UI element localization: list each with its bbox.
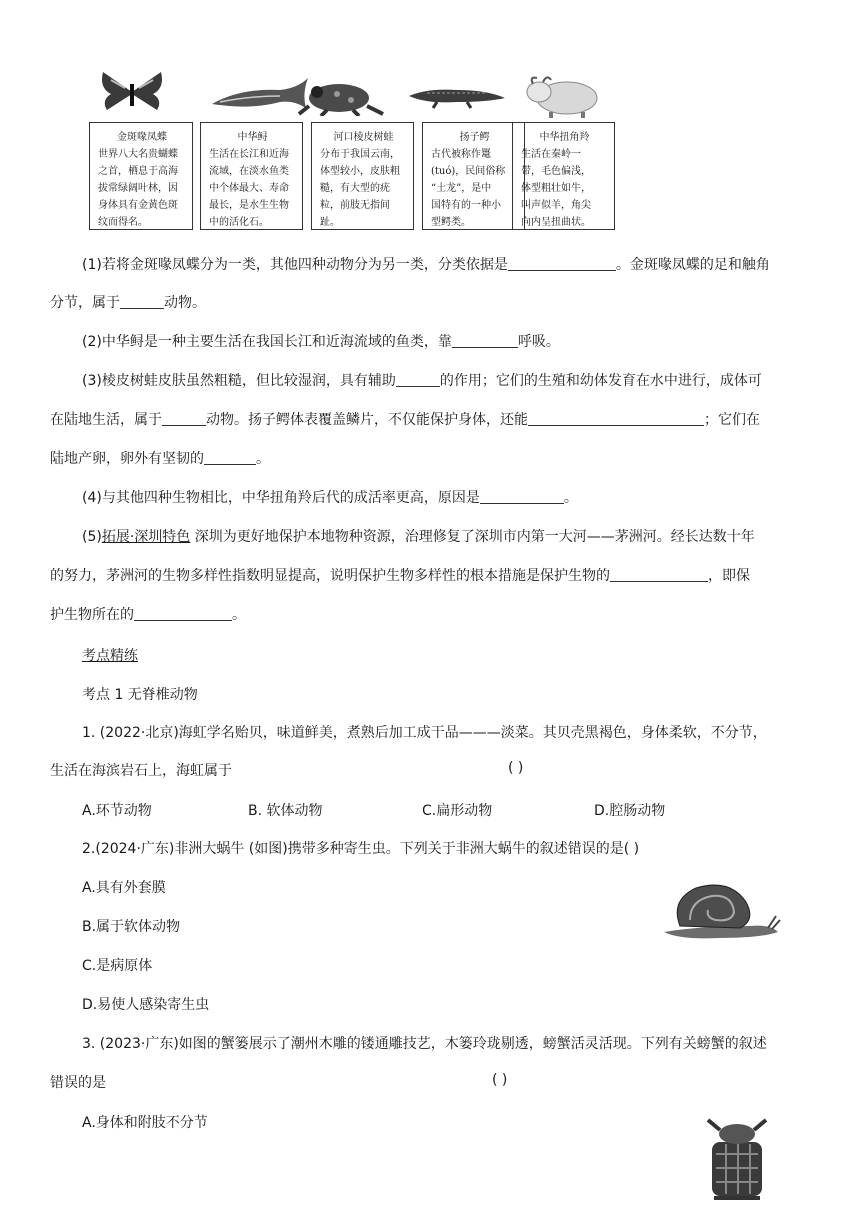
card-line: 流域，在淡水鱼类 — [209, 166, 289, 177]
q2-text: 呼吸。 — [517, 334, 560, 350]
card-sturgeon — [200, 122, 303, 230]
q3-line3 — [50, 448, 270, 468]
card-title: 扬子鳄 — [459, 132, 490, 143]
card-line: 生活在长江和近海 — [209, 149, 289, 160]
q2-line — [82, 331, 560, 351]
card-line: 中的活化石。 — [209, 217, 269, 228]
q3-blank-3[interactable] — [528, 411, 704, 426]
ex3-line2 — [50, 1072, 106, 1092]
card-title: 河口棱皮树蛙 — [333, 132, 394, 143]
frog-image — [297, 76, 387, 116]
crab-basket-image — [704, 1118, 770, 1202]
q3-text: 陆地产卵，卵外有坚韧的 — [50, 451, 204, 467]
q1-line2 — [50, 292, 206, 312]
q5-text: 深圳为更好地保护本地物种资源，治理修复了深圳市内第一大河——茅洲河。经长达数十年 — [190, 529, 755, 545]
card-alligator — [422, 122, 525, 230]
q5-text: ，即保 — [708, 568, 750, 584]
card-line: 体型粗壮如牛， — [521, 183, 591, 194]
q5-text: 。 — [232, 607, 246, 623]
card-line: 糙，有大型的疣 — [320, 183, 390, 194]
q3-text: 。 — [256, 451, 270, 467]
ex1-option-a[interactable]: A.环节动物 — [82, 803, 152, 819]
q3-blank-4[interactable] — [204, 450, 256, 465]
ex1-text: 生活在海滨岩石上，海虹属于 — [50, 763, 232, 779]
card-title: 中华扭角羚 — [539, 132, 590, 143]
card-line: 生活在秦岭一 — [521, 149, 581, 160]
ex1-option-b[interactable]: B. 软体动物 — [248, 803, 323, 819]
ex2-option-a[interactable]: A.具有外套膜 — [82, 880, 166, 896]
ex3-option-a[interactable]: A.身体和附肢不分节 — [82, 1115, 208, 1131]
card-line: 带，毛色偏浅， — [521, 166, 591, 177]
q4-text: 。 — [563, 490, 578, 506]
ex1-line1: 1. (2022·北京)海虹学名贻贝，味道鲜美，煮熟后加工成干品———淡菜。其贝壳黑褐色，身体柔软，不分节， — [82, 725, 767, 741]
card-line: 粒，前肢无指间 — [320, 200, 390, 211]
ex3-line1: 3. (2023·广东)如图的蟹篓展示了潮州木雕的镂通雕技艺，木篓玲珑剔透，螃蟹活灵活现。下列有关螃蟹的叙述 — [82, 1036, 767, 1052]
card-line: (tuó)，民间俗称 — [431, 166, 506, 177]
q1-blank-1[interactable] — [508, 256, 616, 271]
card-line: 国特有的一种小 — [431, 200, 501, 211]
ex1-option-c[interactable]: C.扁形动物 — [422, 803, 493, 819]
card-title: 金斑喙凤蝶 — [117, 132, 167, 143]
q3-text: (3)棱皮树蛙皮肤虽然粗糙，但比较湿润，具有辅助 — [82, 373, 396, 389]
q4-line — [82, 487, 578, 507]
q5-blank-1[interactable] — [610, 567, 708, 582]
card-frog — [311, 122, 414, 230]
q3-text: 在陆地生活，属于 — [50, 412, 162, 428]
ex1-option-d[interactable]: D.腔肠动物 — [594, 803, 666, 819]
q5-line2 — [50, 565, 750, 585]
card-line: “土龙”，是中 — [431, 183, 492, 194]
card-line: 趾。 — [320, 217, 340, 228]
q4-blank[interactable] — [480, 489, 564, 504]
ex2-stem: 2.(2024·广东)非洲大蜗牛 (如图)携带多种寄生虫。下列关于非洲大蜗牛的叙述错误的是( ) — [82, 841, 640, 857]
point-heading: 考点 1 无脊椎动物 — [82, 687, 198, 703]
ex3-answer-paren[interactable]: ( ) — [492, 1072, 508, 1088]
card-title: 中华鲟 — [237, 132, 268, 143]
q1-blank-2[interactable] — [120, 294, 164, 309]
card-line: 向内呈扭曲状。 — [521, 217, 591, 228]
card-butterfly — [89, 122, 193, 230]
ex3-text: 错误的是 — [50, 1075, 106, 1091]
q1-line1 — [82, 254, 770, 274]
card-line: 身体具有金黄色斑 — [98, 200, 178, 211]
q5-text: 护生物所在的 — [50, 607, 134, 623]
ex1-answer-paren[interactable]: ( ) — [508, 760, 524, 776]
card-line: 之首，栖息于高海 — [98, 166, 178, 177]
q5-blank-2[interactable] — [134, 606, 232, 621]
q5-number: (5) — [82, 529, 102, 545]
alligator-image — [407, 80, 507, 110]
card-line: 分布于我国云南， — [320, 149, 400, 160]
q3-line2 — [50, 409, 760, 429]
card-line: 体型较小，皮肤粗 — [320, 166, 400, 177]
animal-figure — [85, 66, 615, 234]
q3-text: 动物。扬子鳄体表覆盖鳞片，不仅能保护身体，还能 — [206, 412, 528, 428]
snail-image — [660, 880, 782, 942]
q1-text: 。金斑喙凤蝶的足和触角 — [615, 257, 770, 273]
q3-text: 的作用；它们的生殖和幼体发育在水中进行，成体可 — [439, 373, 762, 389]
butterfly-image — [97, 70, 167, 114]
q5-tag: 拓展·深圳特色 — [101, 529, 191, 545]
q1-text: 动物。 — [164, 295, 206, 311]
card-line: 纹而得名。 — [98, 217, 148, 228]
card-line: 世界八大名贵蝴蝶 — [98, 149, 178, 160]
q5-line3 — [50, 604, 246, 624]
q1-text: 分节，属于 — [50, 295, 120, 311]
q4-text: (4)与其他四种生物相比，中华扭角羚后代的成活率更高，原因是 — [82, 490, 480, 506]
ex2-option-b[interactable]: B.属于软体动物 — [82, 919, 181, 935]
card-line: 古代被称作鼍 — [431, 149, 491, 160]
q2-text: (2)中华鲟是一种主要生活在我国长江和近海流域的鱼类，靠 — [82, 334, 452, 350]
sturgeon-image — [210, 74, 310, 114]
card-line: 中个体最大、寿命 — [209, 183, 289, 194]
q3-blank-1[interactable] — [396, 372, 440, 387]
ex2-option-c[interactable]: C.是病原体 — [82, 958, 153, 974]
ex2-option-d[interactable]: D.易使人感染寄生虫 — [82, 997, 210, 1013]
q2-blank[interactable] — [452, 333, 518, 348]
q5-line1 — [82, 526, 755, 546]
q5-text: 的努力，茅洲河的生物多样性指数明显提高，说明保护生物多样性的根本措施是保护生物的 — [50, 568, 610, 584]
ex1-line2 — [50, 760, 232, 780]
takin-image — [523, 68, 605, 118]
card-line: 叫声似羊，角尖 — [521, 200, 591, 211]
card-takin — [512, 122, 615, 230]
q3-line1 — [82, 370, 762, 390]
card-line: 拔常绿阔叶林，因 — [98, 183, 178, 194]
section-heading: 考点精练 — [82, 648, 138, 664]
card-line: 最长，是水生生物 — [209, 200, 289, 211]
card-line: 型鳄类。 — [431, 217, 471, 228]
q1-text: (1)若将金斑喙凤蝶分为一类，其他四种动物分为另一类，分类依据是 — [82, 257, 508, 273]
q3-text: ；它们在 — [704, 412, 760, 428]
q3-blank-2[interactable] — [162, 411, 206, 426]
